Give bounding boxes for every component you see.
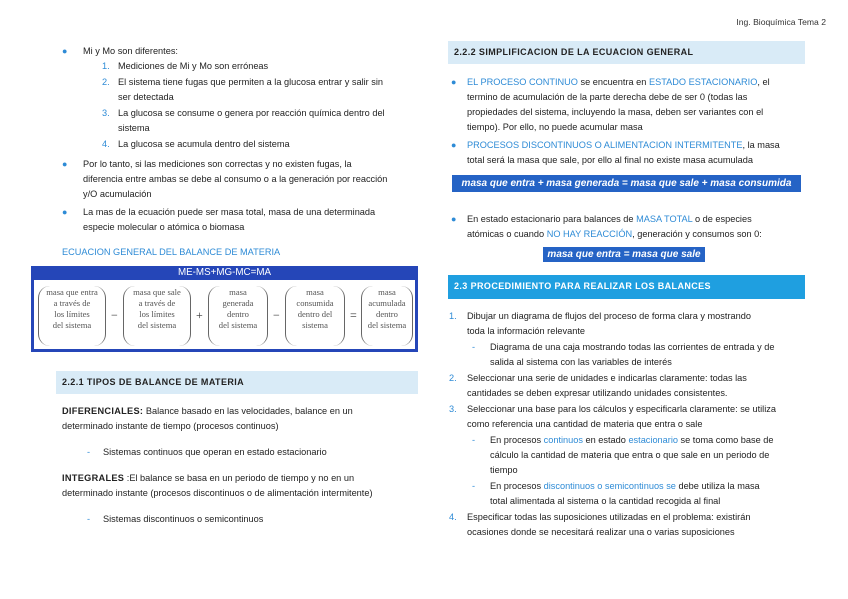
list-item: El sistema tiene fugas que permiten a la glucosa entrar y salir sin [118,77,384,87]
section-heading-222: 2.2.2 SIMPLIFICACION DE LA ECUACION GENERAL [448,41,805,64]
p3-line2: como referencia una cantidad de materia que entra o sale [467,419,703,429]
p4-line2: ocasiones donde se necesitará realizar una o varias suposiciones [467,527,735,537]
bullet-icon: ● [62,159,68,169]
b2-line1: PROCESOS DISCONTINUOS O ALIMENTACION INTERMITENTE, la masa [467,140,780,150]
dash-icon: - [472,342,476,352]
dash-icon: - [87,447,91,457]
page-header: Ing. Bioquímica Tema 2 [736,17,826,27]
integrales-line1: INTEGRALES :El balance se basa en un periodo de tiempo y no en un [62,473,355,483]
balance-equation-image [31,266,418,352]
term-accumulated: masa acumulada dentro del sistema [361,286,413,346]
list-item: La glucosa se consume o genera por reacción química dentro del [118,108,385,118]
list-item: La glucosa se acumula dentro del sistema [118,139,290,149]
integrales-sub: Sistemas discontinuos o semicontinuos [103,514,264,524]
list-number: 3. [449,404,457,414]
section-heading-221: 2.2.1 TIPOS DE BALANCE DE MATERIA [56,371,418,394]
b1-line3: propiedades del sistema, incluyendo la masa, deben ser variantes con el [467,107,764,117]
diferenciales-sub: Sistemas continuos que operan en estado estacionario [103,447,327,457]
p3-sub2-line2: total alimentada al sistema o la cantidad recogida al final [490,496,721,506]
bullet-icon: ● [451,140,457,150]
term-consumed: masa consumida dentro del sistema [285,286,345,346]
list-item-cont: ser detectada [118,92,174,102]
p1-line2: toda la información relevante [467,326,585,336]
list-number: 3. [102,108,110,118]
bullet-text: diferencia entre ambas se debe al consumo o a la generación por reacción [83,174,388,184]
p1-sub-line2: salida al sistema con las variables de interés [490,357,672,367]
p3-sub1-line2: cálculo la cantidad de materia que entra o que sale en un periodo de [490,450,770,460]
dash-icon: - [87,514,91,524]
equation-general-box: masa que entra + masa generada = masa que sale + masa consumida [452,175,801,192]
p2-line1: Seleccionar una serie de unidades e indicarlas claramente: todas las [467,373,747,383]
term-out: masa que sale a través de los límites del sistema [123,286,191,346]
list-number: 1. [449,311,457,321]
op-equals: = [350,308,357,322]
bullet-text: Mi y Mo son diferentes: [83,46,178,56]
b1-line4: tiempo). Por ello, no puede acumular masa [467,122,643,132]
b2-line2: total será la masa que sale, por ello al final no existe masa acumulada [467,155,753,165]
integrales-line2: determinado instante (procesos discontinuos o de alimentación intermitente) [62,488,373,498]
diferenciales-line1: DIFERENCIALES: Balance basado en las velocidades, balance en un [62,406,353,416]
op-minus: − [111,308,118,322]
op-minus: − [273,308,280,322]
bullet-text: Por lo tanto, si las mediciones son correctas y no existen fugas, la [83,159,352,169]
list-item: Mediciones de Mi y Mo son erróneas [118,61,269,71]
dash-icon: - [472,481,476,491]
equation-abbrev: ME-MS+MG-MC=MA [31,266,418,280]
term-in: masa que entra a través de los límites del sistema [38,286,106,346]
b3-line2: atómicas o cuando NO HAY REACCIÓN, generación y consumos son 0: [467,229,762,239]
list-number: 4. [102,139,110,149]
diferenciales-line2: determinado instante de tiempo (procesos continuos) [62,421,279,431]
list-number: 1. [102,61,110,71]
p3-sub2-line1: En procesos discontinuos o semicontinuos se debe utiliza la masa [490,481,760,491]
p3-sub1-line3: tiempo [490,465,518,475]
bullet-text: y/O acumulación [83,189,152,199]
b1-line2: termino de acumulación de la parte derecha debe de ser 0 (todas las [467,92,748,102]
list-item-cont: sistema [118,123,150,133]
list-number: 2. [102,77,110,87]
dash-icon: - [472,435,476,445]
bullet-text: especie molecular o atómica o biomasa [83,222,245,232]
p2-line2: cantidades se deben expresar utilizando unidades consistentes. [467,388,728,398]
bullet-icon: ● [451,77,457,87]
bullet-icon: ● [451,214,457,224]
list-number: 4. [449,512,457,522]
bullet-icon: ● [62,46,68,56]
b1-line1: EL PROCESO CONTINUO se encuentra en ESTADO ESTACIONARIO, el [467,77,770,87]
bullet-text: La mas de la ecuación puede ser masa total, masa de una determinada [83,207,376,217]
p3-sub1-line1: En procesos continuos en estado estacionario se toma como base de [490,435,774,445]
op-plus: + [196,308,203,322]
bullet-icon: ● [62,207,68,217]
general-equation-heading: ECUACION GENERAL DEL BALANCE DE MATERIA [62,247,281,257]
list-number: 2. [449,373,457,383]
p4-line1: Especificar todas las suposiciones utilizadas en el problema: existirán [467,512,751,522]
equation-steady-box: masa que entra = masa que sale [543,247,705,262]
p1-sub-line1: Diagrama de una caja mostrando todas las corrientes de entrada y de [490,342,775,352]
term-generated: masa generada dentro del sistema [208,286,268,346]
p1-line1: Dibujar un diagrama de flujos del proceso de forma clara y mostrando [467,311,751,321]
section-heading-23: 2.3 PROCEDIMIENTO PARA REALIZAR LOS BALANCES [448,275,805,299]
p3-line1: Seleccionar una base para los cálculos y especificarla claramente: se utiliza [467,404,776,414]
b3-line1: En estado estacionario para balances de MASA TOTAL o de especies [467,214,752,224]
